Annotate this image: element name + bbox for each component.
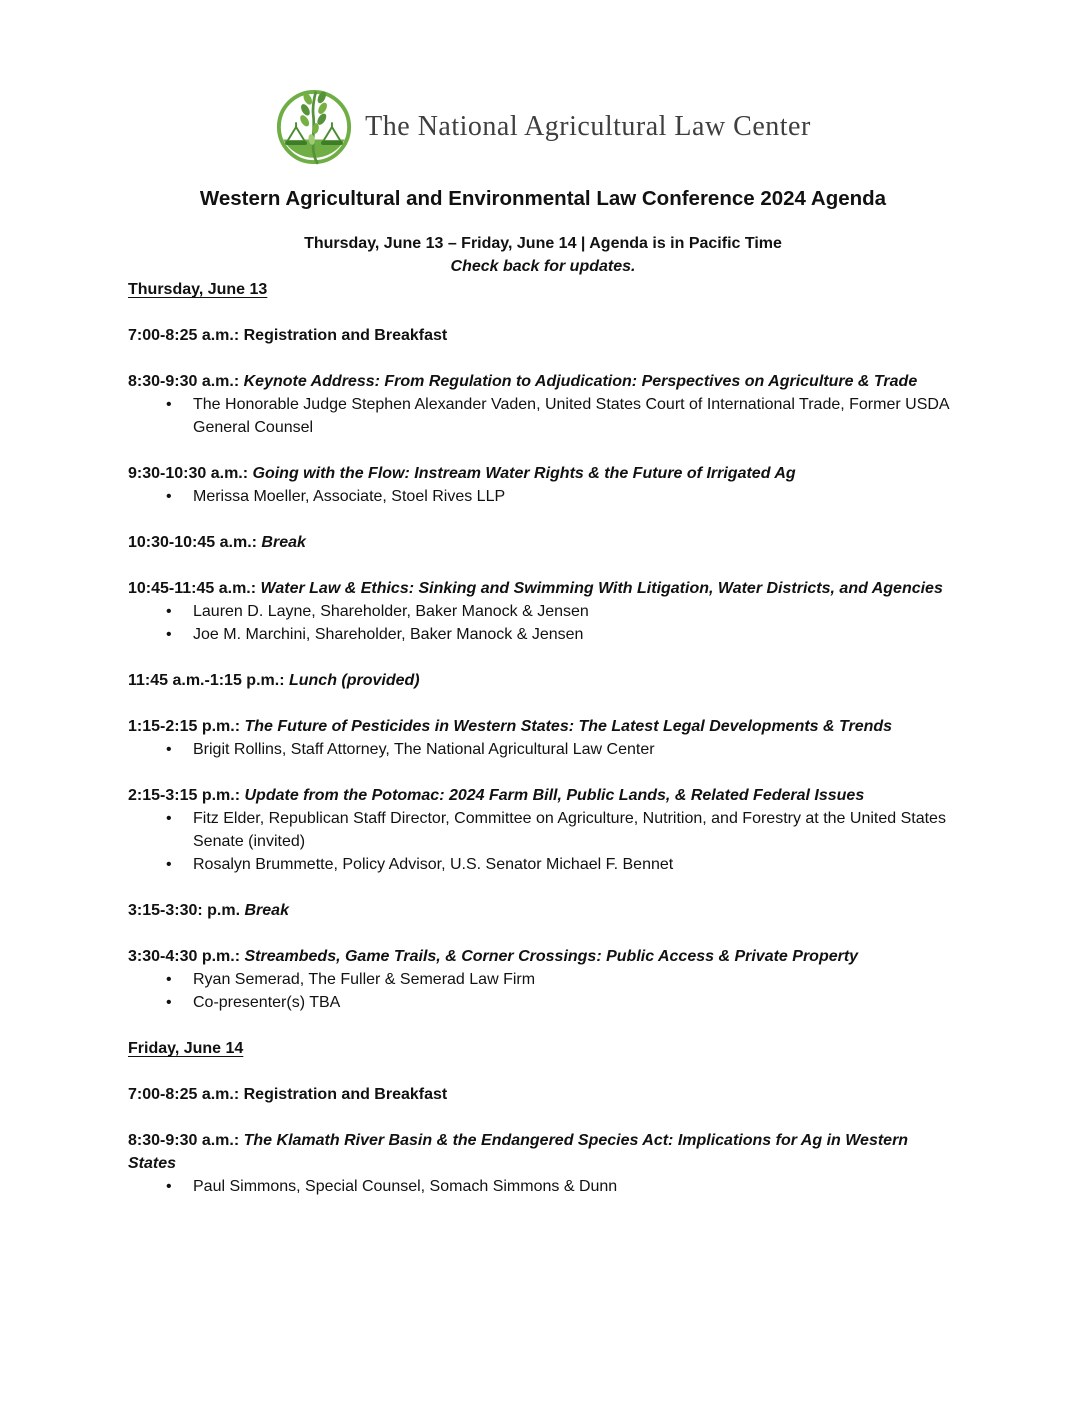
update-note: Check back for updates. bbox=[450, 258, 636, 275]
agenda-days bbox=[128, 278, 958, 1198]
session-time: 3:30-4:30 p.m.: bbox=[128, 948, 241, 965]
session-block bbox=[128, 715, 958, 761]
session-time: 2:15-3:15 p.m.: bbox=[128, 787, 241, 804]
session-time: 8:30-9:30 a.m.: bbox=[128, 1132, 240, 1149]
speaker-list bbox=[128, 968, 958, 1014]
speaker-list bbox=[128, 738, 958, 761]
page-title: Western Agricultural and Environmental Law Conference 2024 Agenda bbox=[199, 187, 887, 210]
session-line bbox=[128, 669, 958, 692]
session-title: Going with the Flow: Instream Water Rights & the Future of Irrigated Ag bbox=[252, 465, 796, 482]
session-block bbox=[128, 1129, 958, 1198]
day-heading: Friday, June 14 bbox=[128, 1040, 244, 1057]
session-time: 11:45 a.m.-1:15 p.m.: bbox=[128, 672, 285, 689]
session-title: Lunch (provided) bbox=[288, 672, 420, 689]
session-block bbox=[128, 531, 958, 554]
session-title: The Klamath River Basin & the Endangered Species Act: Implications for Ag in Western States bbox=[128, 1132, 909, 1172]
speaker-item: • The Honorable Judge Stephen Alexander Vaden, United States Court of International Trade, Former USDA General Counsel bbox=[193, 393, 958, 439]
speaker-item: • Ryan Semerad, The Fuller & Semerad Law Firm bbox=[193, 968, 958, 991]
session-line bbox=[128, 1129, 958, 1175]
session-time: 1:15-2:15 p.m.: bbox=[128, 718, 241, 735]
speaker-item: • Brigit Rollins, Staff Attorney, The National Agricultural Law Center bbox=[193, 738, 958, 761]
session-line bbox=[128, 577, 958, 600]
session-block bbox=[128, 899, 958, 922]
speaker-item: • Fitz Elder, Republican Staff Director, Committee on Agriculture, Nutrition, and Forestry at the United States Senate (invited) bbox=[193, 807, 958, 853]
session-line bbox=[128, 462, 958, 485]
session-block bbox=[128, 370, 958, 439]
session-title: Update from the Potomac: 2024 Farm Bill, Public Lands, & Related Federal Issues bbox=[244, 787, 865, 804]
logo-text: The National Agricultural Law Center bbox=[365, 111, 811, 142]
session-block bbox=[128, 577, 958, 646]
session-title: Registration and Breakfast bbox=[243, 1086, 448, 1103]
session-time: 10:45-11:45 a.m.: bbox=[128, 580, 257, 597]
session-line bbox=[128, 531, 958, 554]
session-block bbox=[128, 324, 958, 347]
session-line bbox=[128, 370, 958, 393]
speaker-list bbox=[128, 600, 958, 646]
speaker-item: • Rosalyn Brummette, Policy Advisor, U.S. Senator Michael F. Bennet bbox=[193, 853, 958, 876]
day-section bbox=[128, 278, 958, 1014]
session-block bbox=[128, 462, 958, 508]
day-heading: Thursday, June 13 bbox=[128, 281, 268, 298]
speaker-item: • Co-presenter(s) TBA bbox=[193, 991, 958, 1014]
session-block bbox=[128, 945, 958, 1014]
session-title: Water Law & Ethics: Sinking and Swimming With Litigation, Water Districts, and Agencies bbox=[260, 580, 943, 597]
speaker-item: • Joe M. Marchini, Shareholder, Baker Manock & Jensen bbox=[193, 623, 958, 646]
session-time: 3:15-3:30: p.m. bbox=[128, 902, 241, 919]
speaker-item: • Paul Simmons, Special Counsel, Somach Simmons & Dunn bbox=[193, 1175, 958, 1198]
session-title: Keynote Address: From Regulation to Adjudication: Perspectives on Agriculture & Trade bbox=[243, 373, 918, 390]
speaker-list bbox=[128, 1175, 958, 1198]
session-line bbox=[128, 899, 958, 922]
session-line bbox=[128, 715, 958, 738]
session-time: 7:00-8:25 a.m.: bbox=[128, 327, 240, 344]
session-title: Break bbox=[261, 534, 306, 551]
speaker-list bbox=[128, 485, 958, 508]
session-block bbox=[128, 784, 958, 876]
speaker-list bbox=[128, 807, 958, 876]
session-title: Break bbox=[244, 902, 289, 919]
date-range-subtitle: Thursday, June 13 – Friday, June 14 | Agenda is in Pacific Time bbox=[304, 235, 782, 252]
speaker-list bbox=[128, 393, 958, 439]
session-line bbox=[128, 784, 958, 807]
session-time: 8:30-9:30 a.m.: bbox=[128, 373, 240, 390]
session-block bbox=[128, 1083, 958, 1106]
session-time: 7:00-8:25 a.m.: bbox=[128, 1086, 240, 1103]
session-time: 10:30-10:45 a.m.: bbox=[128, 534, 257, 551]
speaker-item: • Merissa Moeller, Associate, Stoel Rives LLP bbox=[193, 485, 958, 508]
session-block bbox=[128, 669, 958, 692]
speaker-item: • Lauren D. Layne, Shareholder, Baker Manock & Jensen bbox=[193, 600, 958, 623]
nalc-logo-icon bbox=[275, 88, 353, 166]
logo bbox=[128, 88, 958, 166]
session-title: Registration and Breakfast bbox=[243, 327, 448, 344]
day-section bbox=[128, 1037, 958, 1198]
session-title: The Future of Pesticides in Western States: The Latest Legal Developments & Trends bbox=[244, 718, 893, 735]
session-time: 9:30-10:30 a.m.: bbox=[128, 465, 249, 482]
session-line bbox=[128, 324, 958, 347]
session-line bbox=[128, 945, 958, 968]
session-title: Streambeds, Game Trails, & Corner Crossings: Public Access & Private Property bbox=[244, 948, 859, 965]
session-line bbox=[128, 1083, 958, 1106]
